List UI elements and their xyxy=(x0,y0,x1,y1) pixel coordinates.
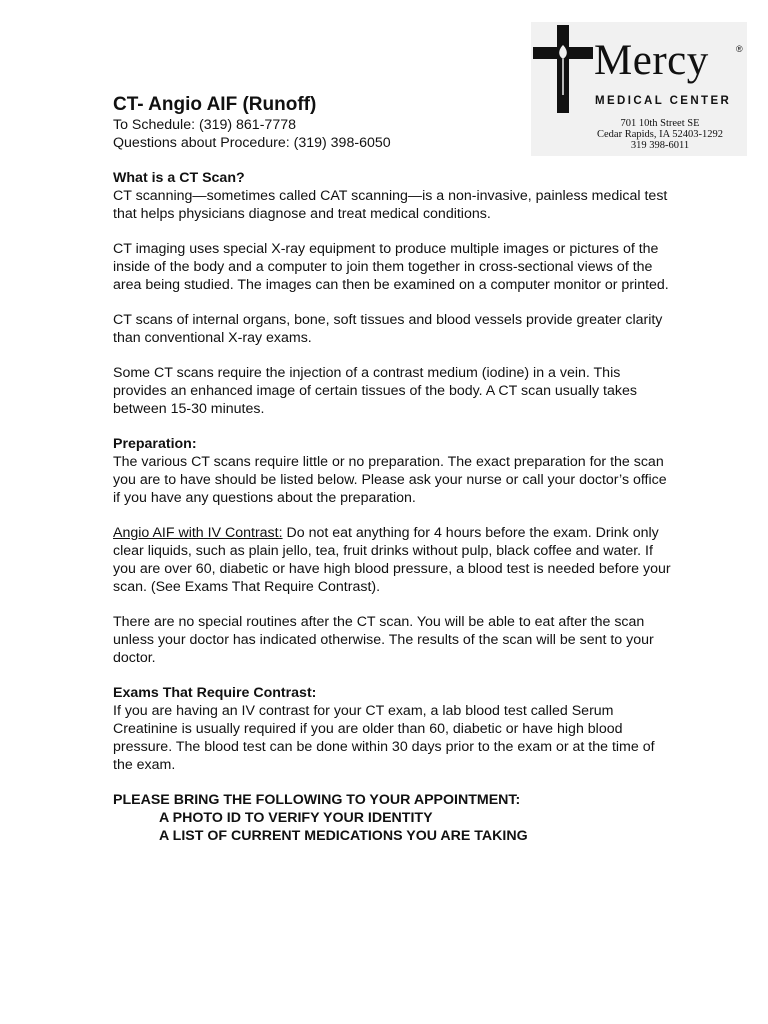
questions-phone: Questions about Procedure: (319) 398-6050 xyxy=(113,135,391,151)
logo-brand: Mercy xyxy=(594,37,709,84)
after-scan-para: There are no special routines after the CT scan. You will be able to eat after the scan unless your doctor has indicated otherwise. The results of the scan will be sent to your doctor. xyxy=(113,614,654,666)
exams-contrast-text: If you are having an IV contrast for your CT exam, a lab blood test called Serum Creatinine is usually required if you are older than 60, diabetic or have high blood pressure. The blood test can be done within 30 days prior to the exam or at the time of the exam. xyxy=(113,703,655,773)
registered-mark: ® xyxy=(736,44,743,54)
document-body xyxy=(113,94,673,845)
bring-heading: PLEASE BRING THE FOLLOWING TO YOUR APPOINTMENT: xyxy=(113,792,521,808)
address-street: 701 10th Street SE xyxy=(620,118,700,129)
contrast-instructions xyxy=(113,524,673,596)
exams-contrast-heading: Exams That Require Contrast: xyxy=(113,685,317,701)
what-is-heading: What is a CT Scan? xyxy=(113,170,245,186)
bring-item-photo-id: A PHOTO ID TO VERIFY YOUR IDENTITY xyxy=(159,810,433,826)
what-is-para-4: Some CT scans require the injection of a contrast medium (iodine) in a vein. This provides an enhanced image of certain tissues of the body. A CT scan usually takes between 15-30 minutes. xyxy=(113,365,637,417)
preparation-heading: Preparation: xyxy=(113,436,197,452)
bring-item-medications: A LIST OF CURRENT MEDICATIONS YOU ARE TAKING xyxy=(159,828,528,844)
schedule-phone: To Schedule: (319) 861-7778 xyxy=(113,117,296,133)
logo-subtitle: MEDICAL CENTER xyxy=(595,95,732,107)
what-is-para-1: CT scanning—sometimes called CAT scanning—is a non-invasive, painless medical test that helps physicians diagnose and treat medical conditions. xyxy=(113,188,668,222)
what-is-para-2: CT imaging uses special X-ray equipment to produce multiple images or pictures of the inside of the body and a computer to join them together in cross-sectional views of the area being studied. The images can then be examined on a computer monitor or printed. xyxy=(113,241,669,293)
contrast-label: Angio AIF with IV Contrast: xyxy=(113,525,283,541)
what-is-para-3: CT scans of internal organs, bone, soft tissues and blood vessels provide greater clarity than conventional X-ray exams. xyxy=(113,312,663,346)
address-city: Cedar Rapids, IA 52403-1292 xyxy=(597,129,723,140)
contrast-text: Do not eat anything for 4 hours before the exam. Drink only clear liquids, such as plain jello, tea, fruit drinks without pulp, black coffee and water. If you are over 60, diabetic or have high blood pressure, a blood test is needed before your scan. (See Exams That Require Contrast). xyxy=(113,525,671,595)
address-phone: 319 398-6011 xyxy=(630,140,690,151)
page-title: CT- Angio AIF (Runoff) xyxy=(113,94,317,115)
preparation-para: The various CT scans require little or no preparation. The exact preparation for the scan you are to have should be listed below. Please ask your nurse or call your doctor’s office if you have any questions about the preparation. xyxy=(113,454,667,506)
